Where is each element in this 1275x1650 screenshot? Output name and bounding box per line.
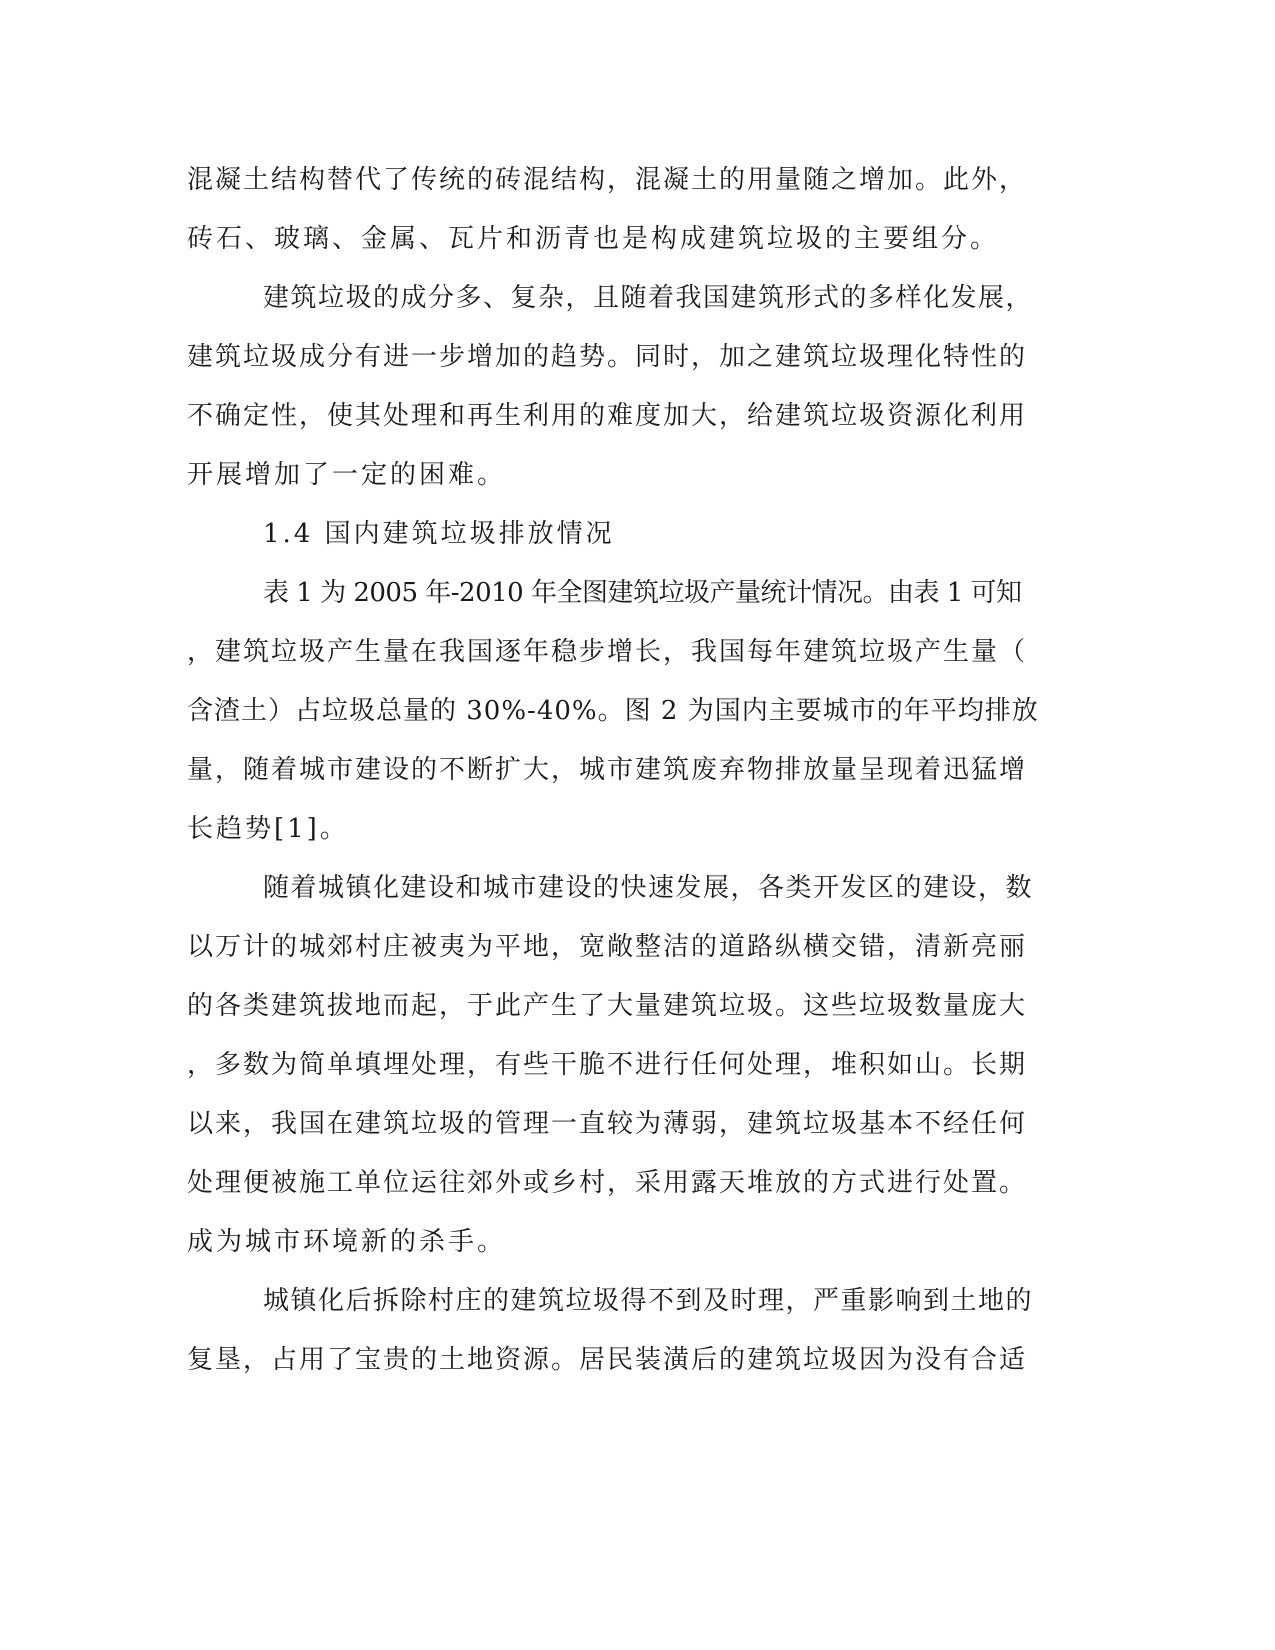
text-line: 含渣土）占垃圾总量的 30%-40%。图 2 为国内主要城市的年平均排放 bbox=[187, 696, 1039, 726]
text-line: 混凝土结构替代了传统的砖混结构，混凝土的用量随之增加。此外， bbox=[187, 165, 1028, 195]
text-line: 以万计的城郊村庄被夷为平地，宽敞整洁的道路纵横交错，清新亮丽 bbox=[187, 932, 1028, 962]
paragraph-first-line: 城镇化后拆除村庄的建筑垃圾得不到及时理，严重影响到土地的 bbox=[263, 1286, 1034, 1316]
paragraph-first-line: 随着城镇化建设和城市建设的快速发展，各类开发区的建设，数 bbox=[263, 873, 1034, 903]
paragraph-first-line: 表 1 为 2005 年-2010 年全图建筑垃圾产量统计情况。由表 1 可知 bbox=[263, 578, 1022, 608]
text-line: 的各类建筑拔地而起，于此产生了大量建筑垃圾。这些垃圾数量庞大 bbox=[187, 991, 1028, 1021]
text-line: 建筑垃圾成分有进一步增加的趋势。同时，加之建筑垃圾理化特性的 bbox=[187, 342, 1028, 372]
text-line: 开展增加了一定的困难。 bbox=[187, 460, 507, 490]
text-line: 复垦，占用了宝贵的土地资源。居民装潢后的建筑垃圾因为没有合适 bbox=[187, 1345, 1028, 1375]
text-line: 以来，我国在建筑垃圾的管理一直较为薄弱，建筑垃圾基本不经任何 bbox=[187, 1109, 1028, 1139]
text-line: 长趋势[1]。 bbox=[187, 814, 349, 844]
text-line: 砖石、玻璃、金属、瓦片和沥青也是构成建筑垃圾的主要组分。 bbox=[187, 224, 1000, 254]
text-line: 量，随着城市建设的不断扩大，城市建筑废弃物排放量呈现着迅猛增 bbox=[187, 755, 1028, 785]
paragraph-first-line: 建筑垃圾的成分多、复杂，且随着我国建筑形式的多样化发展， bbox=[263, 283, 1034, 313]
section-heading: 1.4 国内建筑垃圾排放情况 bbox=[263, 519, 615, 549]
text-line: 不确定性，使其处理和再生利用的难度加大，给建筑垃圾资源化利用 bbox=[187, 401, 1028, 431]
text-line: 处理便被施工单位运往郊外或乡村，采用露天堆放的方式进行处置。 bbox=[187, 1168, 1028, 1198]
text-line: ，建筑垃圾产生量在我国逐年稳步增长，我国每年建筑垃圾产生量（ bbox=[187, 637, 1028, 667]
text-line: 成为城市环境新的杀手。 bbox=[187, 1227, 507, 1257]
text-line: ，多数为简单填埋处理，有些干脆不进行任何处理，堆积如山。长期 bbox=[187, 1050, 1028, 1080]
